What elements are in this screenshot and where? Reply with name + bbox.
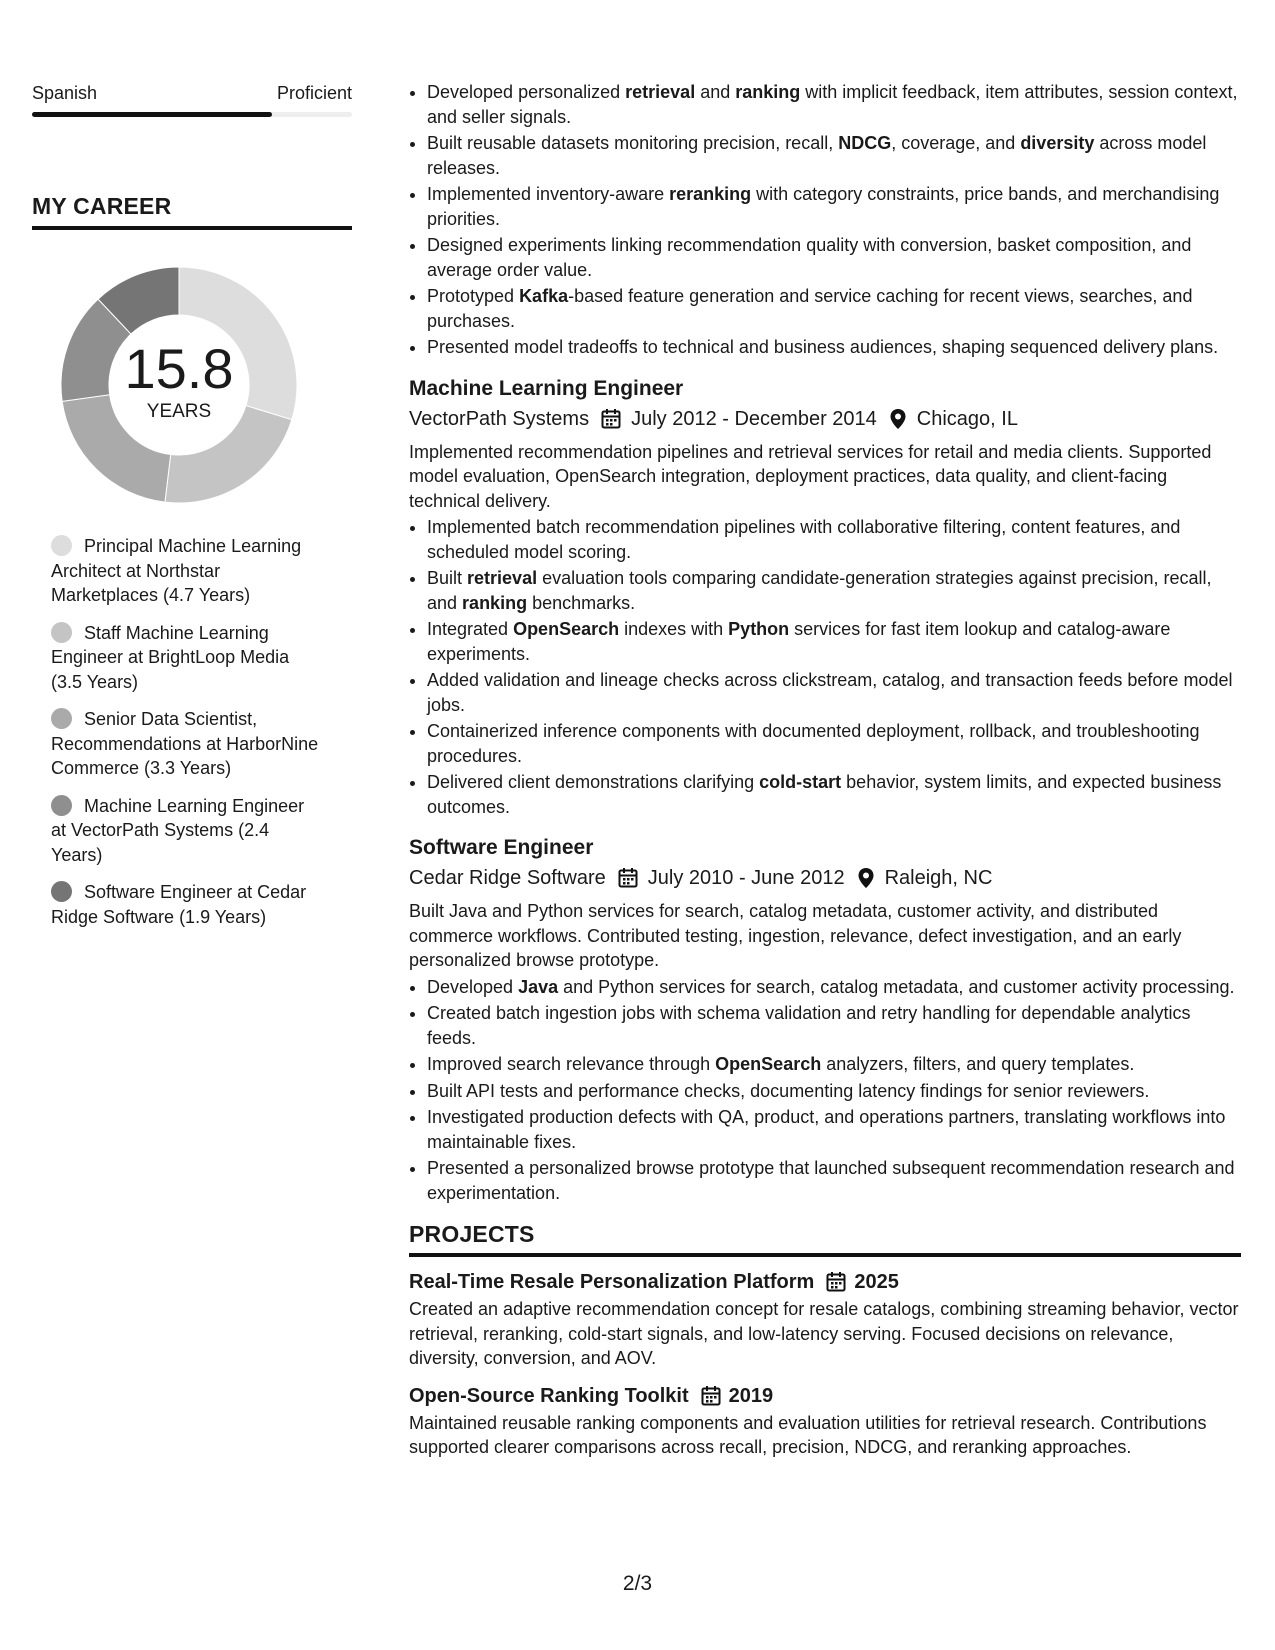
bullet-keyword: Kafka xyxy=(519,286,569,306)
job-entry xyxy=(409,374,1241,820)
bullet-text: evaluation tools comparing candidate-generation strategies against precision, recall, and xyxy=(427,568,1212,613)
job-entry xyxy=(409,833,1241,1205)
career-donut-chart xyxy=(54,260,304,510)
bullet-text: behavior, system limits, and expected business outcomes. xyxy=(427,772,1222,817)
bullet-keyword: OpenSearch xyxy=(715,1054,822,1074)
project-header xyxy=(409,1267,1241,1297)
language-proficiency-fill xyxy=(32,112,272,117)
legend-item xyxy=(51,794,319,868)
bullet-keyword: ranking xyxy=(462,592,528,613)
bullet-text: Built reusable datasets monitoring precision, recall, xyxy=(427,133,839,153)
bullet-keyword: retrieval xyxy=(625,82,696,102)
legend-label: Principal Machine Learning Architect at Northstar Marketplaces (4.7 Years) xyxy=(51,536,302,605)
legend-item xyxy=(51,880,319,929)
legend-item xyxy=(51,534,319,608)
bullet-keyword: Python xyxy=(728,619,790,639)
calendar-icon xyxy=(701,1385,721,1407)
project-header xyxy=(409,1381,1241,1411)
bullet-keyword: cold-start xyxy=(759,772,842,792)
legend-label: Senior Data Scientist, Recommendations at HarborNine Commerce (3.3 Years) xyxy=(51,709,319,778)
bullet-item xyxy=(427,1052,1241,1077)
bullet-item xyxy=(427,182,1241,231)
job-company: VectorPath Systems xyxy=(409,407,590,430)
project-year: 2025 xyxy=(854,1271,899,1293)
legend-label: Staff Machine Learning Engineer at BrightLoop Media (3.5 Years) xyxy=(51,622,290,692)
bullet-keyword: OpenSearch xyxy=(513,619,620,639)
calendar-icon xyxy=(826,1271,846,1293)
legend-label: Machine Learning Engineer at VectorPath Systems (2.4 Years) xyxy=(51,795,305,865)
bullet-keyword: ranking xyxy=(735,82,801,102)
sidebar xyxy=(32,80,352,942)
map-pin-icon xyxy=(889,408,907,430)
bullet-text: Built xyxy=(427,568,468,588)
legend-swatch xyxy=(51,881,72,902)
bullet-text: Containerized inference components with documented deployment, rollback, and troubleshooting procedures. xyxy=(427,721,1200,766)
bullet-item xyxy=(427,131,1241,180)
bullet-text: Presented model tradeoffs to technical and business audiences, shaping sequenced delivery plans. xyxy=(427,337,1219,357)
page-number: 2/3 xyxy=(622,1572,653,1595)
job-meta xyxy=(409,404,1241,434)
bullet-keyword: retrieval xyxy=(467,568,538,588)
projects-section-title: PROJECTS xyxy=(409,1221,1241,1257)
legend-swatch xyxy=(51,622,72,643)
donut-center xyxy=(54,260,304,510)
bullet-item xyxy=(427,975,1241,1000)
main-content xyxy=(409,80,1241,1460)
calendar-icon xyxy=(618,867,638,889)
bullet-text: benchmarks. xyxy=(527,592,636,613)
bullet-item xyxy=(427,1105,1241,1154)
bullet-text: Improved search relevance through xyxy=(427,1054,716,1074)
language-proficiency-bar xyxy=(32,112,352,117)
legend-swatch xyxy=(51,708,72,729)
job-bullets xyxy=(409,515,1241,819)
bullet-text: Designed experiments linking recommendation quality with conversion, basket composition, and average order value. xyxy=(427,235,1192,280)
job-location: Chicago, IL xyxy=(916,407,1018,430)
job-title: Machine Learning Engineer xyxy=(409,376,684,400)
bullet-text: services for fast item lookup and catalog-aware experiments. xyxy=(427,619,1171,664)
bullet-text: , coverage, and xyxy=(891,133,1021,153)
bullet-text: Developed personalized xyxy=(427,82,626,102)
job-dates: July 2010 - June 2012 xyxy=(647,867,845,889)
bullet-text: and xyxy=(695,82,736,102)
job-bullets xyxy=(409,975,1241,1206)
bullet-text: Developed xyxy=(427,976,519,997)
bullet-item xyxy=(427,1156,1241,1205)
job-description: Built Java and Python services for search, catalog metadata, customer activity, and distributed commerce workflows. Contributed testing, ingestion, relevance, defect investigation, and an early personalized browse prototype. xyxy=(409,901,1182,970)
bullet-text: Added validation and lineage checks across clickstream, catalog, and transaction feeds before model jobs. xyxy=(427,670,1233,715)
bullet-keyword: NDCG xyxy=(838,133,892,153)
project-entry xyxy=(409,1267,1241,1371)
bullet-text: Implemented batch recommendation pipelines with collaborative filtering, content features, and scheduled model scoring. xyxy=(427,517,1181,562)
legend-item xyxy=(51,707,319,781)
bullet-text: -based feature generation and service caching for recent views, searches, and purchases. xyxy=(427,286,1193,331)
legend-item xyxy=(51,621,319,695)
career-section-title: MY CAREER xyxy=(32,193,352,230)
career-total-years: 15.8 xyxy=(124,337,234,400)
bullet-text: Prototyped xyxy=(427,286,520,306)
bullet-text: Investigated production defects with QA, product, and operations partners, translating workflows into maintainable fixes. xyxy=(427,1107,1226,1152)
bullet-item xyxy=(427,233,1241,282)
project-name: Open-Source Ranking Toolkit xyxy=(409,1384,689,1407)
bullet-text: analyzers, filters, and query templates. xyxy=(821,1054,1135,1074)
language-row xyxy=(32,80,352,106)
bullet-item xyxy=(427,668,1241,717)
bullet-item xyxy=(427,284,1241,333)
bullet-item xyxy=(427,335,1241,360)
bullet-item xyxy=(427,617,1241,666)
bullet-text: and Python services for search, catalog metadata, and customer activity processing. xyxy=(558,976,1235,997)
map-pin-icon xyxy=(857,867,875,889)
bullet-item xyxy=(427,1001,1241,1050)
language-level: Proficient xyxy=(276,83,352,103)
bullet-text: Created batch ingestion jobs with schema validation and retry handling for dependable analytics feeds. xyxy=(427,1003,1191,1048)
job-description: Implemented recommendation pipelines and retrieval services for retail and media clients. Supported model evaluation, OpenSearch integration, deployment practices, data quality, and client-facing technical delivery. xyxy=(409,441,1212,511)
legend-swatch xyxy=(51,535,72,556)
project-name: Real-Time Resale Personalization Platform xyxy=(409,1271,815,1293)
language-name: Spanish xyxy=(32,83,98,103)
job-location: Raleigh, NC xyxy=(884,867,993,889)
bullet-keyword: reranking xyxy=(669,184,752,204)
bullet-item xyxy=(427,566,1241,615)
bullet-keyword: diversity xyxy=(1020,133,1095,153)
career-legend xyxy=(51,534,319,929)
bullet-text: Integrated xyxy=(427,619,514,639)
project-description: Maintained reusable ranking components and evaluation utilities for retrieval research. Contributions supported clearer comparisons across recall, precision, NDCG, and reranking approaches. xyxy=(409,1412,1207,1457)
project-year: 2019 xyxy=(728,1384,774,1407)
project-entry xyxy=(409,1381,1241,1460)
bullet-item xyxy=(427,719,1241,768)
calendar-icon xyxy=(601,408,621,430)
bullet-item xyxy=(427,1079,1241,1104)
bullet-item xyxy=(427,80,1241,129)
legend-swatch xyxy=(51,795,72,816)
career-total-unit: YEARS xyxy=(146,401,212,422)
bullet-item xyxy=(427,770,1241,819)
bullet-text: across model releases. xyxy=(427,133,1207,178)
job-company: Cedar Ridge Software xyxy=(409,867,606,889)
bullet-text: with implicit feedback, item attributes, session context, and seller signals. xyxy=(427,82,1238,127)
bullet-text: Built API tests and performance checks, documenting latency findings for senior reviewers. xyxy=(427,1080,1150,1101)
bullet-keyword: Java xyxy=(518,976,559,997)
bullet-item xyxy=(427,515,1241,564)
bullet-text: with category constraints, price bands, and merchandising priorities. xyxy=(427,184,1220,229)
project-description: Created an adaptive recommendation concept for resale catalogs, combining streaming behavior, vector retrieval, reranking, cold-start signals, and low-latency serving. Focused decisions on relevance, diversity, conversion, and AOV. xyxy=(409,1299,1239,1368)
job-dates: July 2012 - December 2014 xyxy=(631,407,877,430)
bullet-text: Delivered client demonstrations clarifying xyxy=(427,772,760,792)
legend-label: Software Engineer at Cedar Ridge Software (1.9 Years) xyxy=(51,882,307,927)
job-meta xyxy=(409,863,1241,893)
job-title: Software Engineer xyxy=(409,836,594,859)
bullet-text: Implemented inventory-aware xyxy=(427,184,670,204)
bullet-text: Presented a personalized browse prototype that launched subsequent recommendation research and experimentation. xyxy=(427,1158,1235,1203)
previous-job-bullets xyxy=(409,80,1241,360)
bullet-text: indexes with xyxy=(619,619,729,639)
